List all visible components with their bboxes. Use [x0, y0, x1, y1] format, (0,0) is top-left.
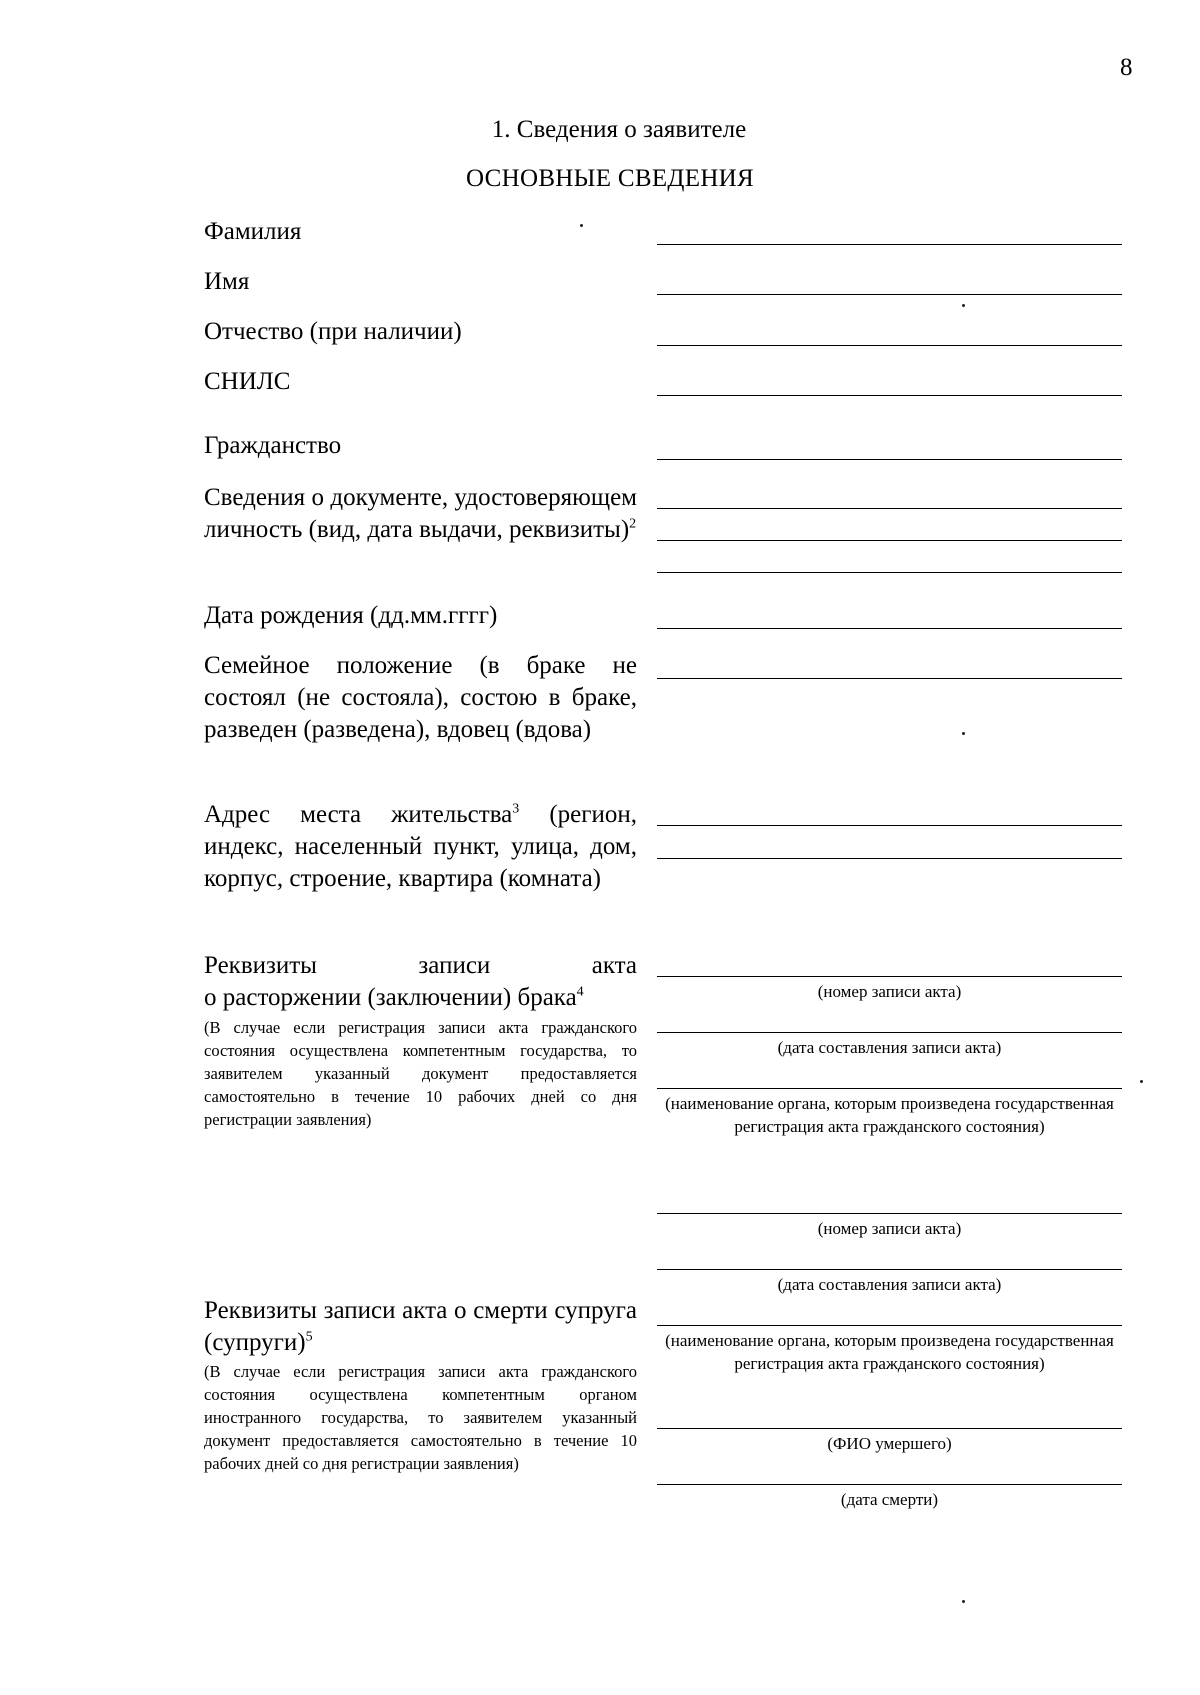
- marriage-record-authority-caption: (наименование органа, которым произведена государственная регистрация акта гражданского состояния): [665, 1094, 1114, 1136]
- citizenship-field-line[interactable]: [657, 459, 1122, 460]
- death-record-title: Реквизиты записи акта о смерти супруга (супруги)$^5$: [204, 1297, 637, 1356]
- label-id-document: Сведения о документе, удостоверяющем личность (вид, дата выдачи, реквизиты)$^2$: [204, 484, 637, 543]
- marriage-record-title-line1: Реквизиты записи акта: [204, 952, 637, 979]
- footnote-3: 3: [512, 801, 520, 817]
- snils-field-line[interactable]: [657, 395, 1122, 396]
- marriage-record-number-line[interactable]: [657, 976, 1122, 977]
- id-document-line-2[interactable]: [657, 540, 1122, 541]
- death-record-number-caption: (номер записи акта): [817, 1219, 962, 1238]
- marriage-record-number-caption: (номер записи акта): [817, 982, 962, 1001]
- address-line-1[interactable]: [657, 825, 1122, 826]
- death-record-authority-line[interactable]: [657, 1325, 1122, 1326]
- deceased-name-caption: (ФИО умершего): [827, 1434, 952, 1453]
- scan-speck: [962, 732, 965, 735]
- label-birth-date: Дата рождения (дд.мм.гггг): [204, 602, 498, 629]
- marriage-record-authority-line[interactable]: [657, 1088, 1122, 1089]
- page-number: 8: [1120, 54, 1133, 81]
- death-record-number-line[interactable]: [657, 1213, 1122, 1214]
- death-date-caption: (дата смерти): [840, 1490, 939, 1509]
- label-snils: СНИЛС: [204, 368, 291, 395]
- main-title: ОСНОВНЫЕ СВЕДЕНИЯ: [465, 165, 755, 192]
- scan-speck: [962, 304, 965, 307]
- label-patronymic: Отчество (при наличии): [204, 318, 462, 345]
- marriage-record-date-line[interactable]: [657, 1032, 1122, 1033]
- scan-speck: [580, 224, 583, 227]
- section-title: 1. Сведения о заявителе: [491, 116, 747, 143]
- name-field-line[interactable]: [657, 294, 1122, 295]
- id-document-line-3[interactable]: [657, 572, 1122, 573]
- deceased-name-line[interactable]: [657, 1428, 1122, 1429]
- death-record-date-line[interactable]: [657, 1269, 1122, 1270]
- birth-date-field-line[interactable]: [657, 628, 1122, 629]
- patronymic-field-line[interactable]: [657, 345, 1122, 346]
- label-surname: Фамилия: [204, 218, 302, 245]
- death-record-date-caption: (дата составления записи акта): [777, 1275, 1002, 1294]
- marriage-record-date-caption: (дата составления записи акта): [777, 1038, 1002, 1057]
- surname-field-line[interactable]: [657, 244, 1122, 245]
- footnote-5: 5: [305, 1329, 313, 1345]
- label-marital-status: Семейное положение (в браке не состоял (не состояла), состою в браке, разведен (разведена), вдовец (вдова): [204, 652, 637, 743]
- marital-status-field-line[interactable]: [657, 678, 1122, 679]
- death-record-authority-caption: (наименование органа, которым произведена государственная регистрация акта гражданского состояния): [665, 1331, 1114, 1373]
- label-address: Адрес места жительства$^3$ (регион, индекс, населенный пункт, улица, дом, корпус, строение, квартира (комната): [204, 801, 638, 892]
- death-date-line[interactable]: [657, 1484, 1122, 1485]
- label-name: Имя: [204, 268, 250, 295]
- footnote-2: 2: [629, 516, 637, 532]
- id-document-line-1[interactable]: [657, 508, 1122, 509]
- label-citizenship: Гражданство: [204, 432, 342, 459]
- address-line-2[interactable]: [657, 858, 1122, 859]
- scan-speck: [1140, 1080, 1143, 1083]
- death-record-description: (В случае если регистрация записи акта гражданского состояния осуществлена компетентным органом иностранного государства, то заявителем указанный документ предоставляется самостоятельно в течение 10 рабочих дней со дня регистрации заявления): [204, 1362, 637, 1473]
- scan-speck: [962, 1600, 965, 1603]
- marriage-record-description: (В случае если регистрация записи акта гражданского состояния осуществлена компетентным государства, то заявителем указанный документ предоставляется самостоятельно в течение 10 рабочих дней со дня регистрации заявления): [204, 1018, 637, 1129]
- marriage-record-title-line2: о расторжении (заключении) брака$^4$: [204, 984, 584, 1011]
- footnote-4: 4: [576, 984, 584, 1000]
